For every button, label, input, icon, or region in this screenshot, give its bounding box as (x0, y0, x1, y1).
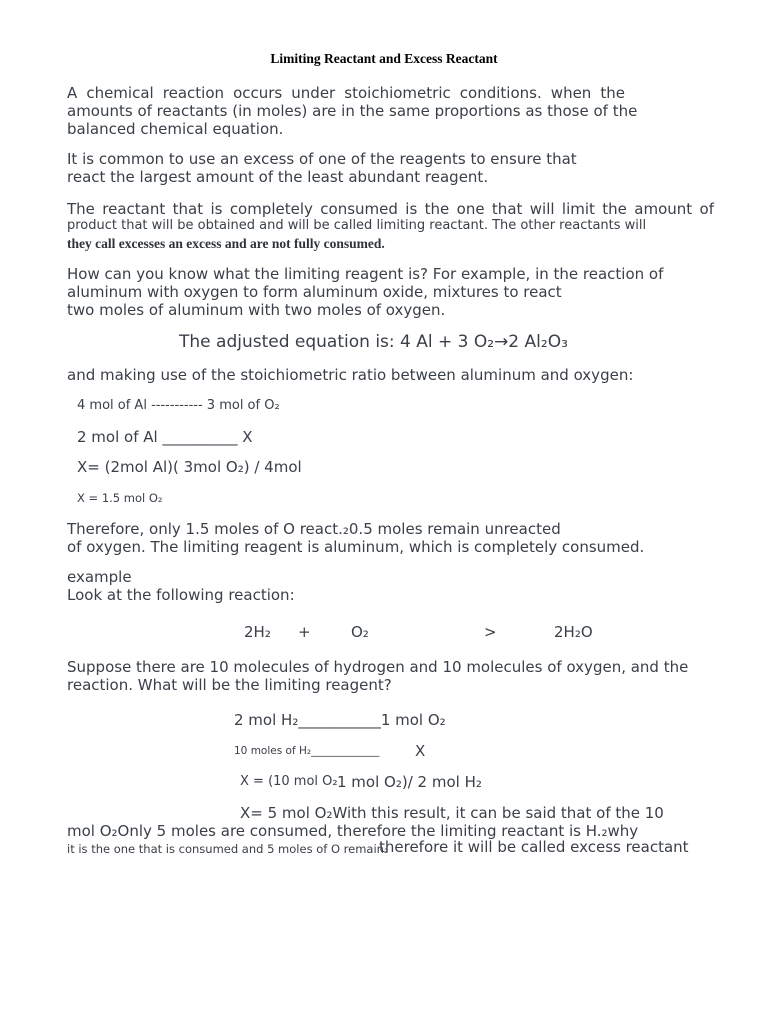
result-line: X = 1.5 mol O₂ (77, 491, 163, 505)
conclusion-line-part: therefore it will be called excess reactant (379, 838, 689, 856)
reaction-reactant-2: O₂ (351, 623, 369, 641)
conclusion-line: X= 5 mol O₂With this result, it can be said that of the 10 (240, 804, 664, 822)
paragraph-line: Look at the following reaction: (67, 586, 295, 604)
adjusted-equation: The adjusted equation is: 4 Al + 3 O₂→2 Al₂O₃ (179, 332, 568, 352)
paragraph-line: amounts of reactants (in moles) are in the same proportions as those of the (67, 102, 638, 120)
ratio-line: 4 mol of Al ----------- 3 mol of O₂ (77, 398, 280, 413)
paragraph-line: Suppose there are 10 molecules of hydrogen and 10 molecules of oxygen, and the (67, 658, 689, 676)
paragraph-line: aluminum with oxygen to form aluminum oxide, mixtures to react (67, 283, 562, 301)
paragraph-line: Therefore, only 1.5 moles of O react.₂0.5 moles remain unreacted (67, 520, 561, 538)
reaction-reactant-1: 2H₂ (244, 623, 271, 641)
calculation-line-part: X = (10 mol O₂ (240, 774, 338, 789)
example-label: example (67, 568, 132, 586)
conclusion-line-part: it is the one that is consumed and 5 moles of O remain₂ (67, 842, 389, 856)
paragraph-line: two moles of aluminum with two moles of oxygen. (67, 301, 446, 319)
conclusion-line: mol O₂Only 5 moles are consumed, therefore the limiting reactant is H.₂why (67, 822, 639, 840)
paragraph-line: react the largest amount of the least abundant reagent. (67, 168, 489, 186)
paragraph-line: of oxygen. The limiting reagent is aluminum, which is completely consumed. (67, 538, 645, 556)
paragraph-line: they call excesses an excess and are not fully consumed. (67, 236, 385, 251)
reaction-product: 2H₂O (554, 623, 593, 641)
paragraph-line: balanced chemical equation. (67, 120, 284, 138)
paragraph-line: and making use of the stoichiometric ratio between aluminum and oxygen: (67, 366, 634, 384)
calculation-line: X= (2mol Al)( 3mol O₂) / 4mol (77, 458, 302, 476)
paragraph-line: The reactant that is completely consumed is the one that will limit the amount of (67, 200, 714, 218)
ratio-line: 10 moles of H₂_____________ (234, 745, 380, 757)
ratio-line: 2 mol H₂___________1 mol O₂ (234, 711, 446, 729)
paragraph-line: It is common to use an excess of one of the reagents to ensure that (67, 150, 577, 168)
reaction-plus: + (298, 623, 311, 641)
paragraph-line: How can you know what the limiting reagent is? For example, in the reaction of (67, 265, 664, 283)
reaction-arrow: > (484, 623, 497, 641)
ratio-line: 2 mol of Al __________ X (77, 428, 253, 446)
paragraph-line: product that will be obtained and will be called limiting reactant. The other reactants will (67, 218, 647, 233)
calculation-line-part: 1 mol O₂)/ 2 mol H₂ (337, 773, 482, 791)
ratio-unknown: X (415, 742, 426, 760)
page-title: Limiting Reactant and Excess Reactant (270, 51, 498, 66)
paragraph-line: A chemical reaction occurs under stoichiometric conditions. when the (67, 84, 625, 102)
paragraph-line: reaction. What will be the limiting reagent? (67, 676, 392, 694)
